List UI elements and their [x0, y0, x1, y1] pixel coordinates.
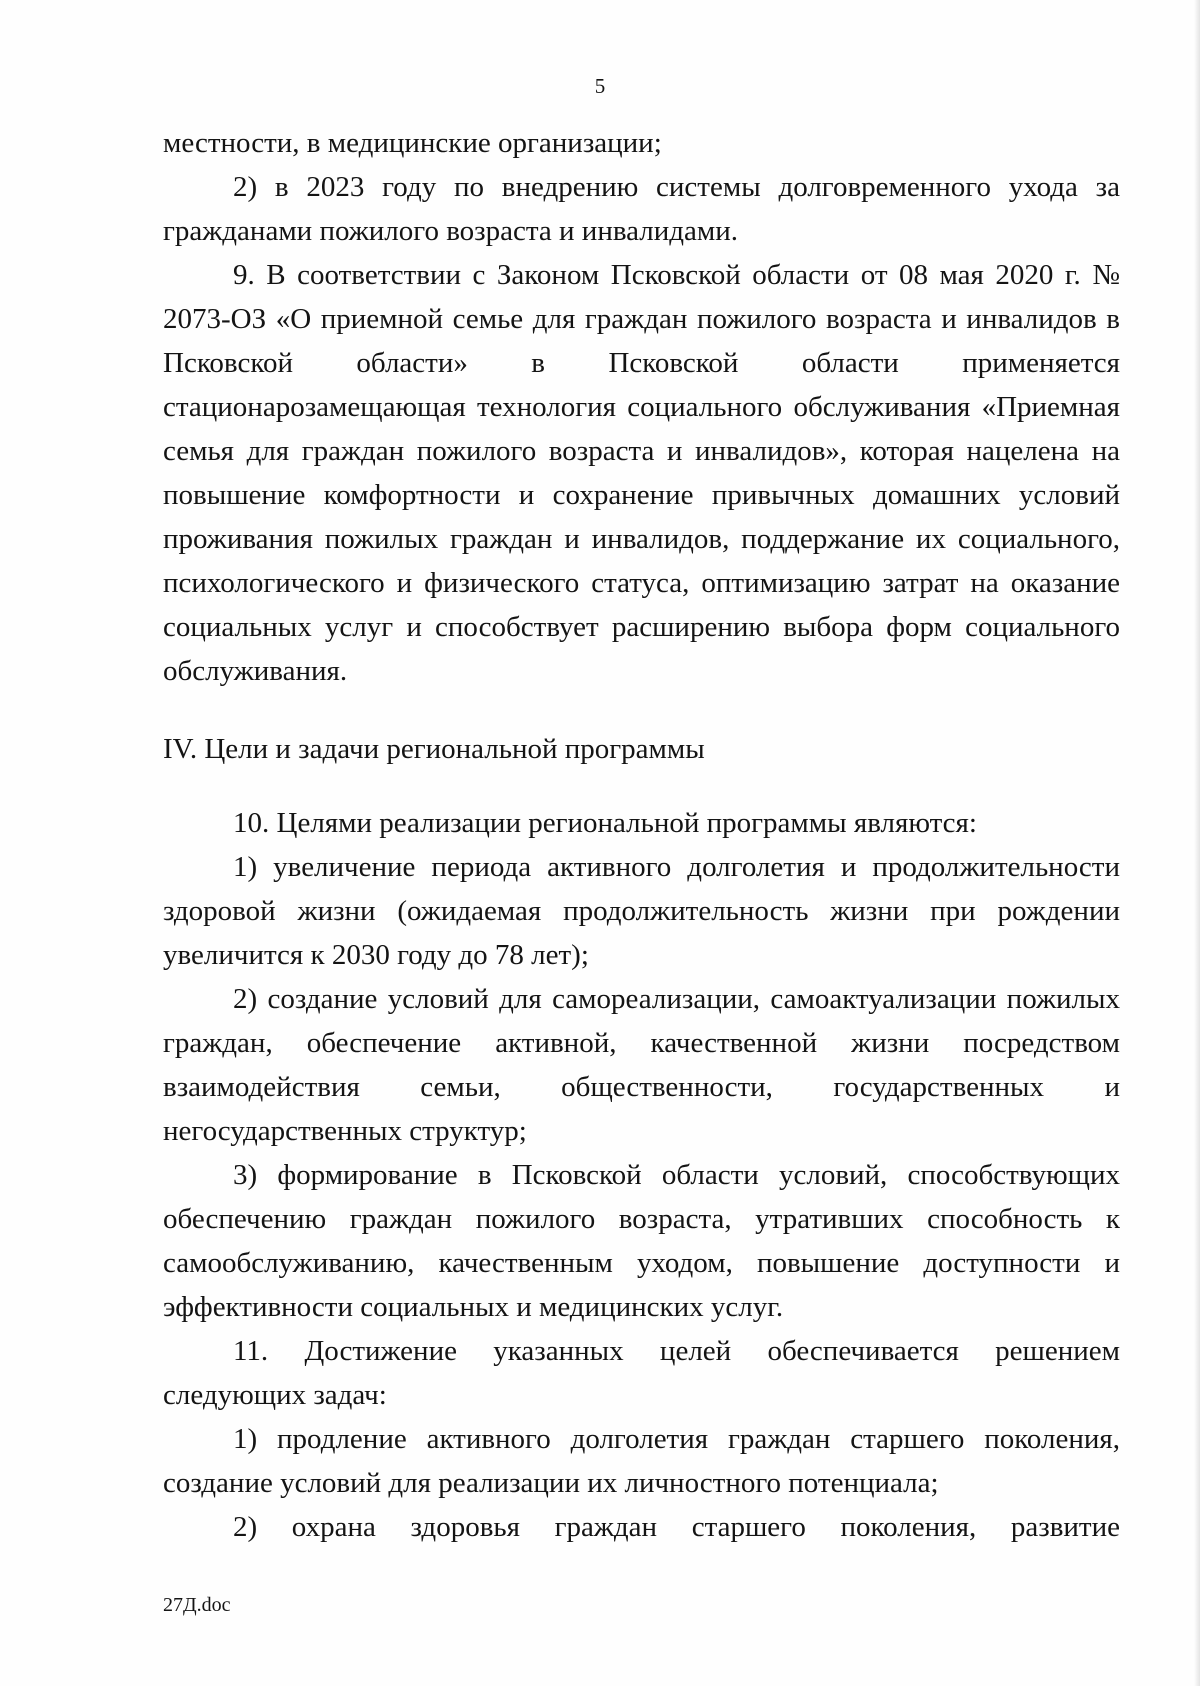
paragraph-item-11: 11. Достижение указанных целей обеспечивается решением следующих задач:	[163, 1335, 1120, 1411]
paragraph-item-10: 10. Целями реализации региональной программы являются:	[233, 807, 977, 839]
paragraph-item-2-2023: 2) в 2023 году по внедрению системы долговременного ухода за гражданами пожилого возраста и инвалидами.	[163, 171, 1120, 247]
paragraph-goal-2: 2) создание условий для самореализации, самоактуализации пожилых граждан, обеспечение активной, качественной жизни посредством взаимодействия семьи, общественности, государственных и негосударственных структур;	[163, 983, 1120, 1147]
paragraph-goal-1: 1) увеличение периода активного долголетия и продолжительности здоровой жизни (ожидаемая продолжительность жизни при рождении увеличится к 2030 году до 78 лет);	[163, 851, 1120, 971]
paragraph-task-2: 2) охрана здоровья граждан старшего поколения, развитие	[233, 1511, 1120, 1543]
paragraph-task-1: 1) продление активного долголетия граждан старшего поколения, создание условий для реализации их личностного потенциала;	[163, 1423, 1120, 1499]
document-body	[163, 121, 1120, 1549]
paragraph-goal-3: 3) формирование в Псковской области условий, способствующих обеспечению граждан пожилого возраста, утративших способность к самообслуживанию, качественным уходом, повышение доступности и эффективности социальных и медицинских услуг.	[163, 1159, 1120, 1323]
section-heading: IV. Цели и задачи региональной программы	[163, 733, 705, 765]
page-number: 5	[594, 74, 606, 98]
paragraph-continuation: местности, в медицинские организации;	[163, 127, 662, 159]
paragraph-item-9: 9. В соответствии с Законом Псковской области от 08 мая 2020 г. № 2073-ОЗ «О приемной семье для граждан пожилого возраста и инвалидов в Псковской области» в Псковской области применяется стационарозамещающая технология социального обслуживания «Приемная семья для граждан пожилого возраста и инвалидов», которая нацелена на повышение комфортности и сохранение привычных домашних условий проживания пожилых граждан и инвалидов, поддержание их социального, психологического и физического статуса, оптимизацию затрат на оказание социальных услуг и способствует расширению выбора форм социального обслуживания.	[163, 259, 1120, 687]
footer-filename: 27Д.doc	[163, 1594, 231, 1616]
scan-edge-shadow	[1194, 0, 1200, 1686]
